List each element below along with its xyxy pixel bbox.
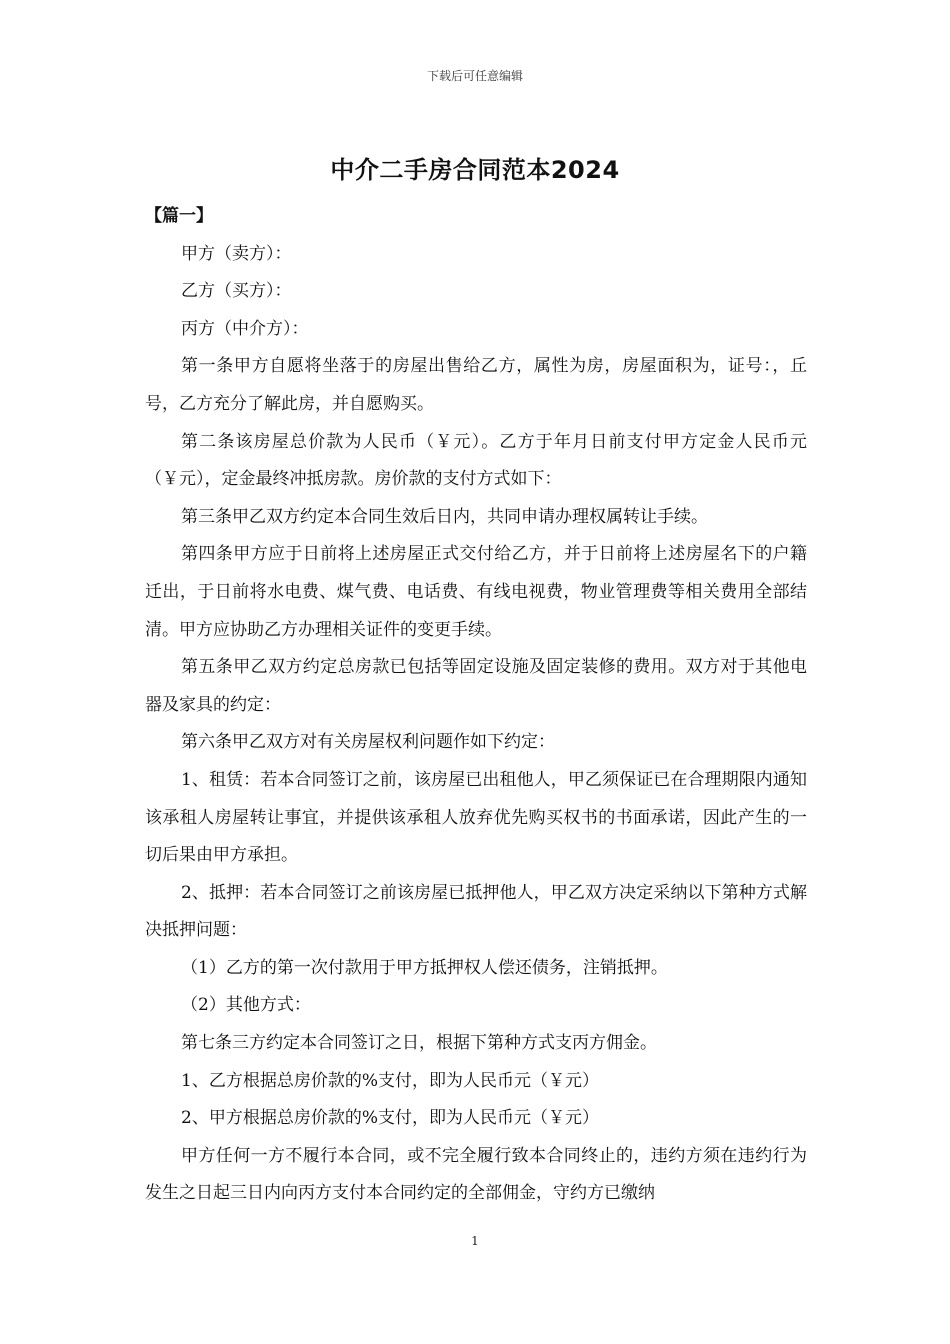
article-7-item-2: 2、甲方根据总房价款的%支付，即为人民币元（￥元） xyxy=(181,1108,599,1129)
article-4: 第四条甲方应于日前将上述房屋正式交付给乙方，并于日前将上述房屋名下的户籍迁出，于日前将水电费、煤气费、电话费、有线电视费，物业管理费等相关费用全部结清。甲方应协助乙方办理相关证件的变更手续。 xyxy=(145,544,807,640)
article-6-item-2-option-1: （1）乙方的第一次付款用于甲方抵押权人偿还债务，注销抵押。 xyxy=(181,957,668,978)
article-6-item-1: 1、租赁：若本合同签订之前，该房屋已出租他人，甲乙须保证已在合理期限内通知该承租人房屋转让事宜，并提供该承租人放弃优先购买权书的书面承诺，因此产生的一切后果由甲方承担。 xyxy=(145,769,807,866)
article-2: 第二条该房屋总价款为人民币（￥元）。乙方于年月日前支付甲方定金人民币元（￥元），定金最终冲抵房款。房价款的支付方式如下： xyxy=(145,431,807,490)
article-6-item-2: 2、抵押：若本合同签订之前该房屋已抵押他人，甲乙双方决定采纳以下第种方式解决抵押问题： xyxy=(145,882,807,941)
page-number: 1 xyxy=(471,1234,479,1248)
article-6-item-2-option-2: （2）其他方式： xyxy=(181,995,311,1016)
document-title: 中介二手房合同范本2024 xyxy=(330,156,620,184)
article-7: 第七条三方约定本合同签订之日，根据下第种方式支丙方佣金。 xyxy=(181,1033,657,1054)
article-6: 第六条甲乙双方对有关房屋权利问题作如下约定： xyxy=(181,732,555,753)
article-7-breach-clause: 甲方任何一方不履行本合同，或不完全履行致本合同终止的，违约方须在违约行为发生之日起三日内向丙方支付本合同约定的全部佣金，守约方已缴纳 xyxy=(145,1145,807,1204)
party-c-line: 丙方（中介方）： xyxy=(181,318,309,339)
document-body xyxy=(145,198,807,1213)
article-1: 第一条甲方自愿将坐落于的房屋出售给乙方，属性为房，房屋面积为，证号：，丘号，乙方充分了解此房，并自愿购买。 xyxy=(145,356,807,414)
party-b-line: 乙方（买方）： xyxy=(181,281,292,302)
article-5: 第五条甲乙双方约定总房款已包括等固定设施及固定装修的费用。双方对于其他电器及家具的约定： xyxy=(145,657,807,715)
page-header-note: 下载后可任意编辑 xyxy=(426,69,523,83)
party-a-line: 甲方（卖方）： xyxy=(181,243,292,264)
article-3: 第三条甲乙双方约定本合同生效后日内，共同申请办理权属转让手续。 xyxy=(181,506,708,527)
section-label: 【篇一】 xyxy=(145,206,213,226)
article-7-item-1: 1、乙方根据总房价款的%支付，即为人民币元（￥元） xyxy=(181,1070,599,1091)
